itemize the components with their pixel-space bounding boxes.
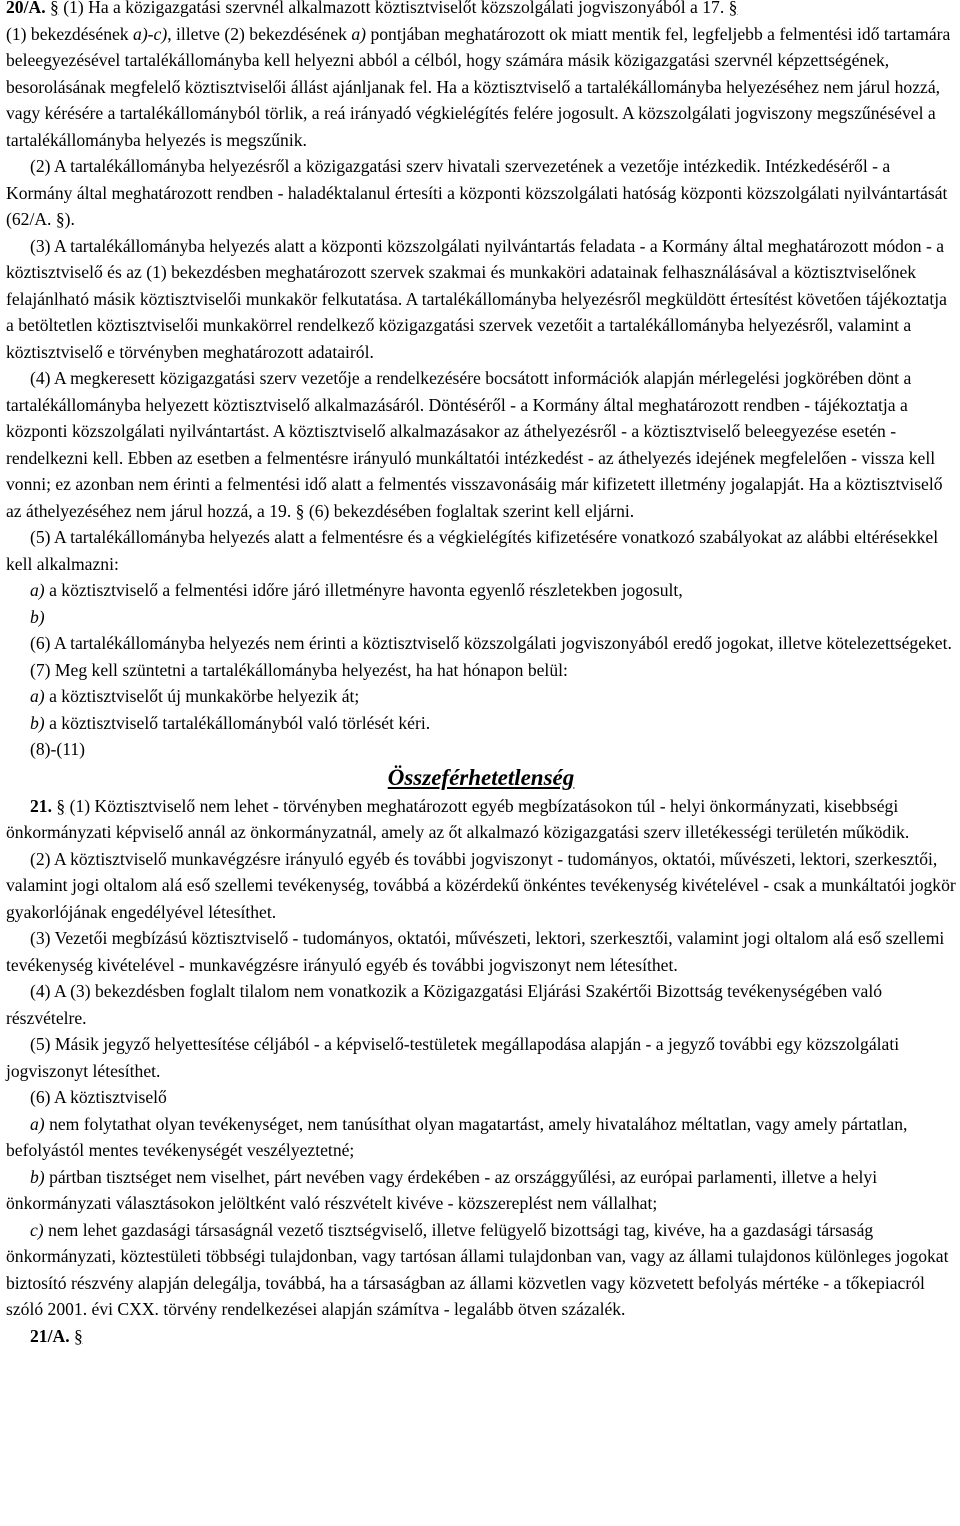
section-sign-link[interactable]: § [728,0,738,17]
section-number: 21/A. [30,1325,70,1346]
section-21-para-4: (4) A (3) bekezdésben foglalt tilalom nem vonatkozik a Közigazgatási Eljárási Szakértői Bizottság tevékenységében való részvételre. [6,981,883,1028]
section-20a-para-7b: b) a köztisztviselő tartalékállományból való törlését kéri. [30,712,431,733]
section-20a-para-8: (8)-(11) [30,739,86,759]
section-sign-link[interactable]: § [74,1325,83,1346]
section-20a-para-6: (6) A tartalékállományba helyezés nem érinti a köztisztviselő közszolgálati jogviszonyából eredő jogokat, illetve kötelezettségeket. [30,633,952,653]
section-21-para-6a: a) nem folytathat olyan tevékenységet, nem tanúsíthat olyan magatartást, amely hivatalához méltatlan, vagy amely pártatlan, befolyástól mentes tevékenységét veszélyeztetné; [6,1113,908,1160]
document-page [6,0,956,1349]
section-21-para-3: (3) Vezetői megbízású köztisztviselő - tudományos, oktatói, művészeti, lektori, szerkesztői, valamint jogi oltalom alá eső szellemi tevékenység kivételével - munkavégzésre irányuló egyéb és további jogviszonyt nem létesíthet. [6,928,945,975]
section-20a-para-5b: b) [30,606,45,627]
section-20a-para-5a: a) a köztisztviselő a felmentési időre járó illetményre havonta egyenlő részletekben jogosult, [30,580,683,600]
chapter-heading: Összeférhetetlenség [387,764,575,790]
section-21-para-6: (6) A köztisztviselő [30,1087,167,1107]
section-20a-para-2: (2) A tartalékállományba helyezésről a közigazgatási szerv hivatali szervezetének a vezetője intézkedik. Intézkedéséről - a Kormány által meghatározott rendben - haladéktalanul értesíti a központi közszolgálati hatóság központi közszolgálati nyilvántartását (62/A. §). [6,156,948,229]
section-20a-para-5: (5) A tartalékállományba helyezés alatt a felmentésre és a végkielégítés kifizetésére vonatkozó szabályokat az alábbi eltérésekkel kell alkalmazni: [6,527,939,574]
section-21-para-1: 21. § (1) Köztisztviselő nem lehet - törvényben meghatározott egyéb megbízatásokon túl - helyi önkormányzati, kisebbségi önkormányzati képviselő annál az önkormányzatnál, amely az őt alkalmazó közigazgatási szerv illetékességi területén működik. [6,795,910,842]
section-number: 21. [30,795,52,816]
section-21-para-6b: b) pártban tisztséget nem viselhet, párt nevében vagy érdekében - az országgyűlési, az európai parlamenti, illetve a helyi önkormányzati választásokon jelöltként való részvételt kivéve - közszereplést nem vállalhat; [6,1166,878,1213]
section-21-para-5: (5) Másik jegyző helyettesítése céljából - a képviselő-testületek megállapodása alapján - a jegyző további egy közszolgálati jogviszonyt létesíthet. [6,1034,900,1081]
section-21-para-2: (2) A köztisztviselő munkavégzésre irányuló egyéb és további jogviszonyt - tudományos, oktatói, művészeti, lektori, szerkesztői, valamint jogi oltalom alá eső szellemi tevékenység, továbbá a közérdekű önkéntes tevékenység kivételével - csak a munkáltatói jogkör gyakorlójának engedélyével létesíthet. [6,848,956,922]
section-20a-para-7: (7) Meg kell szüntetni a tartalékállományba helyezést, ha hat hónapon belül: [30,659,568,680]
section-20a-para-1: 20/A. § (1) Ha a közigazgatási szervnél alkalmazott köztisztviselőt közszolgálati jogviszonyából a 17. § (1) bekezdésének a)-c), illetve (2) bekezdésének a) pontjában meghatározott ok miatt mentik fel, legfeljebb a felmentési idő tartamára beleegyezésével tartalékállományba kell helyezni abból a célból, hogy számára másik közigazgatási szervnél képzettségének, besorolásának megfelelő köztisztviselői állást ajánljanak fel. Ha a köztisztviselő a tartalékállományba helyezéséhez nem járul hozzá, vagy kérésére a tartalékállományból törlik, a reá irányadó végkielégítés felére jogosult. A közszolgálati jogviszony megszűnésével a tartalékállományba helyezés is megszűnik. [6,0,956,153]
section-20a-para-4: (4) A megkeresett közigazgatási szerv vezetője a rendelkezésére bocsátott információk alapján mérlegelési jogkörében dönt a tartalékállományba helyezett köztisztviselő alkalmazásáról. Döntéséről - a Kormány által meghatározott rendben - tájékoztatja a központi közszolgálati nyilvántartást. A köztisztviselő alkalmazásakor az áthelyezésről - a köztisztviselő beleegyezése esetén - rendelkezni kell. Ebben az esetben a felmentésre irányuló munkáltatói intézkedést - az áthelyezés idejének megfelelően - vissza kell vonni; ez azonban nem érinti a felmentési idő alatt a felmentés visszavonásáig már kifizetett illetmény jogalapját. Ha a köztisztviselő az áthelyezéséhez nem járul hozzá, a 19. § (6) bekezdésében foglaltak szerint kell eljárni. [6,368,943,521]
section-21a-heading [6,1323,956,1350]
section-sign-link[interactable]: § [56,795,66,816]
section-20a-para-7a: a) a köztisztviselőt új munkakörbe helyezik át; [30,686,360,706]
section-20a-para-3: (3) A tartalékállományba helyezés alatt a központi közszolgálati nyilvántartás feladata - a Kormány által meghatározott módon - a köztisztviselő és az (1) bekezdésben meghatározott szervek szakmai és munkaköri adatainak felhasználásával a köztisztviselőnek felajánlható másik köztisztviselői munkakör felkutatása. A tartalékállományba helyezésről megküldött értesítést követően tájékoztatja a betöltetlen köztisztviselői munkakörrel rendelkező közigazgatási szervek vezetőit a tartalékállományba helyezésről, valamint a köztisztviselő e törvényben meghatározott adatairól. [6,235,947,362]
section-number: 20/A. [6,0,46,17]
section-21-para-6c: c) nem lehet gazdasági társaságnál vezető tisztségviselő, illetve felügyelő bizottsági tag, kivéve, ha a gazdasági társaság önkormányzati, köztestületi többségi tulajdonban, vagy tartósan állami tulajdonban van, vagy az állami tulajdonos különleges jogokat biztosító részvény alapján delegálja, továbbá, ha a társaságban az állami közvetlen vagy közvetett befolyás mértéke - a tőkepiacról szóló 2001. évi CXX. törvény rendelkezései alapján számítva - legalább ötven százalék. [6,1219,949,1319]
section-sign-link[interactable]: § [50,0,59,17]
